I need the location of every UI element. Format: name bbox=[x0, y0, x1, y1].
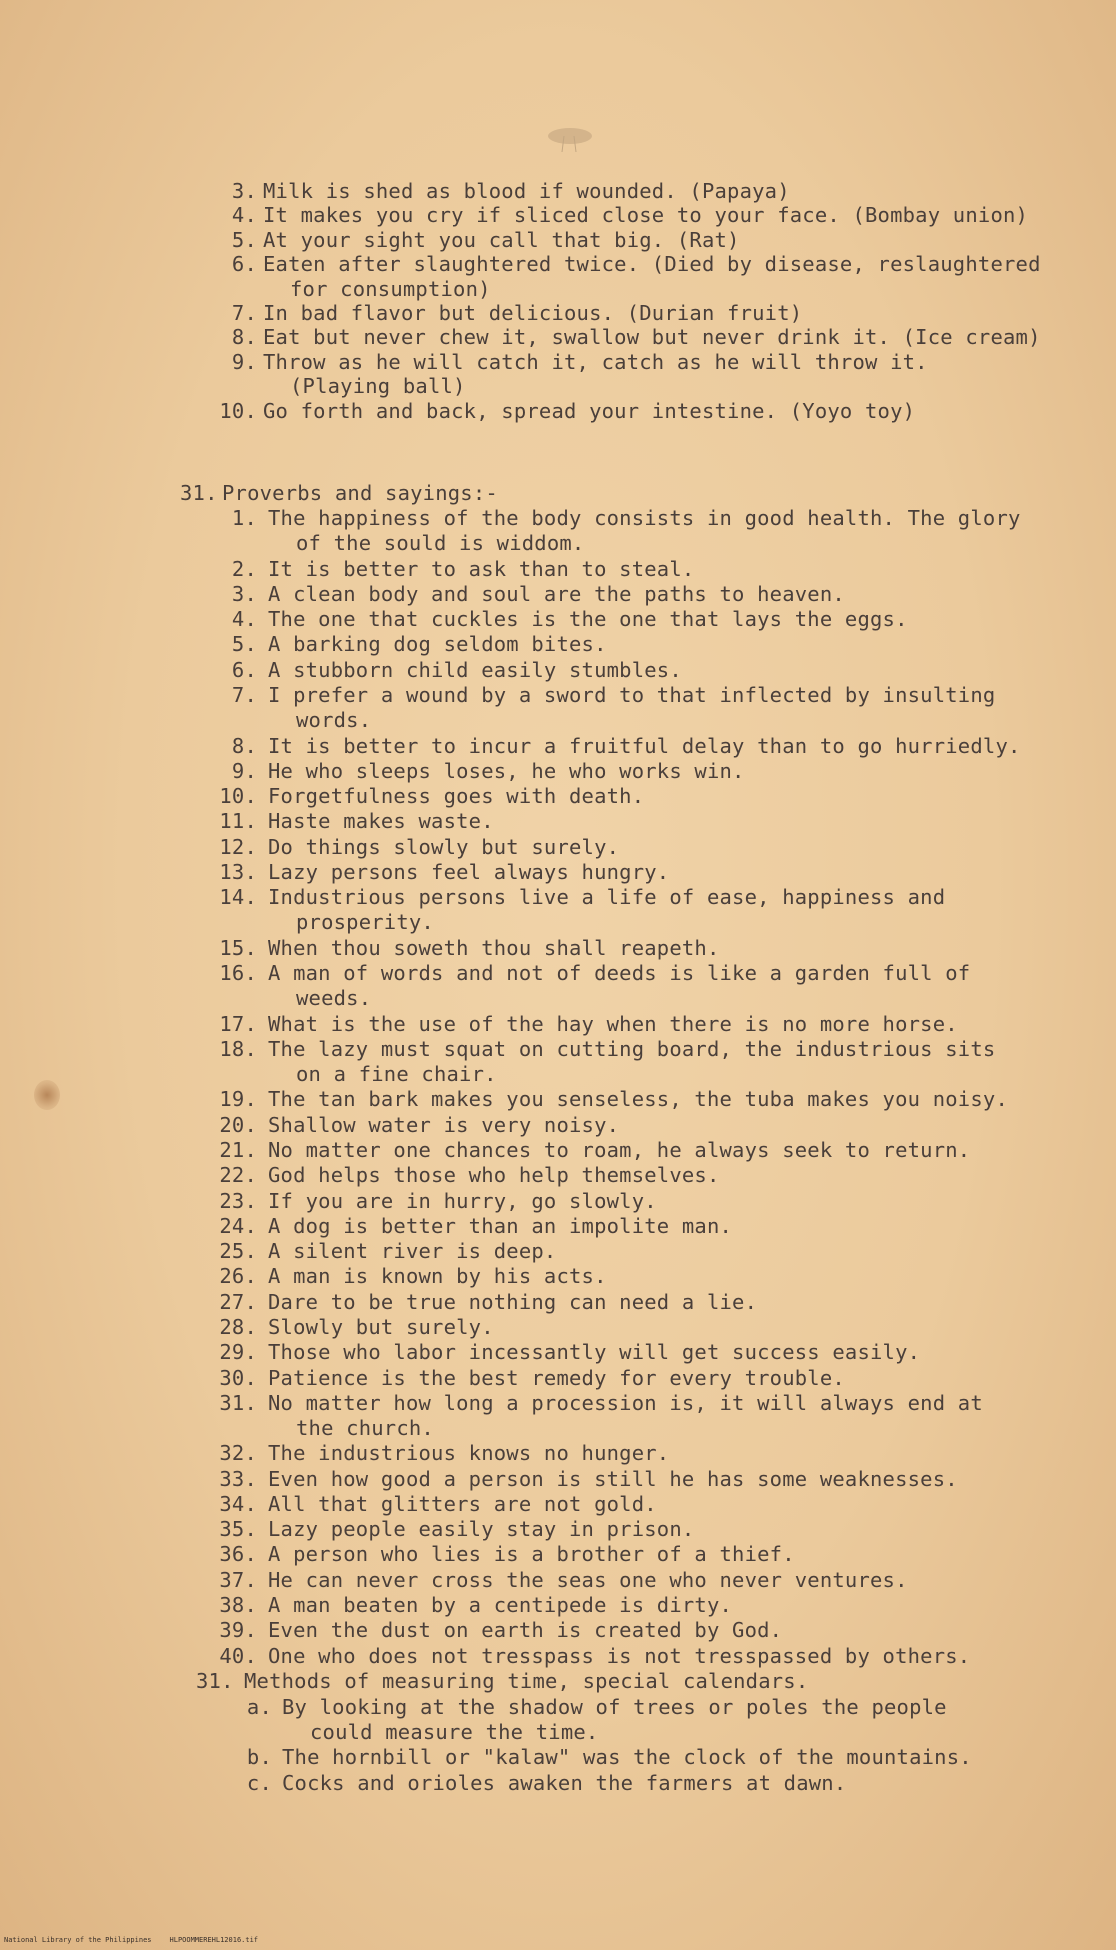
item-text: Haste makes waste. bbox=[268, 809, 494, 834]
item-number: 10. bbox=[219, 398, 257, 423]
item-text: of the sould is widdom. bbox=[296, 531, 585, 556]
item-number: 6. bbox=[231, 252, 257, 277]
item-text: The happiness of the body consists in good health. The glory bbox=[268, 506, 1021, 530]
item-number: 21. bbox=[219, 1138, 257, 1162]
item-text: The industrious knows no hunger. bbox=[268, 1441, 670, 1466]
item-number: a. bbox=[246, 1695, 272, 1719]
item-text: It is better to incur a fruitful delay than to go hurriedly. bbox=[268, 733, 1021, 758]
paper-stain bbox=[34, 1080, 60, 1110]
item-text: Eaten after slaughtered twice. (Died by disease, reslaughtered bbox=[263, 252, 1041, 277]
item-number: 27. bbox=[219, 1289, 257, 1314]
item-number: 31. bbox=[219, 1390, 257, 1415]
scan-footer bbox=[4, 1936, 276, 1944]
item-number: 40. bbox=[219, 1643, 257, 1668]
item-number: 12. bbox=[219, 834, 257, 859]
item-text: No matter how long a procession is, it will always end at bbox=[268, 1390, 983, 1415]
item-text: He can never cross the seas one who never ventures. bbox=[268, 1567, 908, 1592]
item-number: 25. bbox=[219, 1239, 257, 1264]
item-text: One who does not tresspass is not tresspassed by others. bbox=[268, 1643, 971, 1668]
item-text: Patience is the best remedy for every trouble. bbox=[268, 1365, 845, 1390]
item-text: Industrious persons live a life of ease, happiness and bbox=[268, 885, 946, 910]
item-text: words. bbox=[296, 708, 372, 733]
item-text: A person who lies is a brother of a thief. bbox=[268, 1542, 795, 1567]
item-text: The one that cuckles is the one that lays the eggs. bbox=[268, 607, 908, 632]
item-number: 5. bbox=[231, 632, 257, 657]
item-text: The lazy must squat on cutting board, the industrious sits bbox=[268, 1036, 996, 1061]
item-text: Throw as he will catch it, catch as he will throw it. bbox=[263, 349, 928, 374]
item-text: for consumption) bbox=[290, 276, 491, 301]
item-number: 13. bbox=[219, 859, 257, 884]
item-text: Forgetfulness goes with death. bbox=[268, 784, 645, 809]
item-text: on a fine chair. bbox=[296, 1062, 497, 1087]
item-number: 6. bbox=[231, 657, 257, 682]
item-text: A man beaten by a centipede is dirty. bbox=[268, 1593, 733, 1618]
item-text: A barking dog seldom bites. bbox=[268, 632, 607, 657]
item-number: 32. bbox=[219, 1441, 257, 1466]
item-text: It is better to ask than to steal. bbox=[268, 556, 695, 581]
item-text: weeds. bbox=[296, 986, 372, 1011]
item-number: 4. bbox=[231, 203, 257, 228]
item-text: All that glitters are not gold. bbox=[268, 1491, 657, 1516]
item-number: 7. bbox=[231, 682, 257, 707]
item-text: A stubborn child easily stumbles. bbox=[268, 657, 682, 682]
item-text: If you are in hurry, go slowly. bbox=[268, 1188, 657, 1213]
item-number: 28. bbox=[219, 1314, 257, 1339]
item-number: 17. bbox=[219, 1011, 257, 1036]
item-number: 19. bbox=[219, 1087, 257, 1112]
item-number: 11. bbox=[219, 809, 257, 834]
item-number: 18. bbox=[219, 1036, 257, 1061]
footer-library: National Library of the Philippines bbox=[4, 1936, 152, 1944]
item-number: 29. bbox=[219, 1340, 257, 1365]
item-number: c. bbox=[246, 1770, 272, 1795]
item-number: 8. bbox=[231, 325, 257, 350]
item-number: 34. bbox=[219, 1491, 257, 1516]
item-text: A clean body and soul are the paths to heaven. bbox=[268, 581, 845, 606]
item-number: 33. bbox=[219, 1466, 257, 1491]
item-number: 14. bbox=[219, 885, 257, 910]
item-number: 22. bbox=[219, 1163, 257, 1188]
item-number: 4. bbox=[231, 607, 257, 632]
item-number: 1. bbox=[231, 506, 257, 530]
item-number: 20. bbox=[219, 1112, 257, 1137]
item-text: Lazy persons feel always hungry. bbox=[268, 859, 670, 884]
item-number: 38. bbox=[219, 1593, 257, 1618]
item-text: The hornbill or "kalaw" was the clock of the mountains. bbox=[282, 1745, 972, 1770]
item-text: prosperity. bbox=[296, 910, 434, 935]
item-text: God helps those who help themselves. bbox=[268, 1163, 720, 1188]
item-text: At your sight you call that big. (Rat) bbox=[263, 227, 740, 252]
item-text: (Playing ball) bbox=[290, 374, 466, 399]
section-heading: Methods of measuring time, special calendars. bbox=[244, 1669, 809, 1693]
item-text: When thou soweth thou shall reapeth. bbox=[268, 935, 720, 960]
item-text: I prefer a wound by a sword to that inflected by insulting bbox=[268, 682, 996, 707]
item-number: 9. bbox=[231, 349, 257, 374]
item-number: 9. bbox=[231, 758, 257, 783]
item-number: 16. bbox=[219, 961, 257, 986]
item-number: 2. bbox=[231, 556, 257, 581]
item-number: 10. bbox=[219, 784, 257, 809]
item-text: A man is known by his acts. bbox=[268, 1264, 607, 1289]
item-text: Shallow water is very noisy. bbox=[268, 1112, 620, 1137]
item-text: Even how good a person is still he has some weaknesses. bbox=[268, 1466, 958, 1491]
item-text: What is the use of the hay when there is no more horse. bbox=[268, 1011, 958, 1036]
section-number: 31. bbox=[180, 481, 218, 505]
item-text: Slowly but surely. bbox=[268, 1314, 494, 1339]
item-text: It makes you cry if sliced close to your face. (Bombay union) bbox=[263, 203, 1029, 228]
item-text: No matter one chances to roam, he always seek to return. bbox=[268, 1138, 971, 1162]
item-text: He who sleeps loses, he who works win. bbox=[268, 758, 745, 783]
footer-file: HLPOOMMEREHL12016.tif bbox=[169, 1936, 259, 1944]
item-number: 24. bbox=[219, 1213, 257, 1238]
item-number: 30. bbox=[219, 1365, 257, 1390]
item-number: 23. bbox=[219, 1188, 257, 1213]
item-number: 3. bbox=[231, 581, 257, 606]
item-text: In bad flavor but delicious. (Durian fruit) bbox=[263, 301, 803, 325]
item-text: The tan bark makes you senseless, the tuba makes you noisy. bbox=[268, 1087, 1008, 1112]
paper-mark bbox=[540, 122, 600, 158]
section-heading: Proverbs and sayings:- bbox=[222, 481, 498, 505]
item-text: A dog is better than an impolite man. bbox=[268, 1213, 733, 1238]
section-number: 31. bbox=[196, 1669, 234, 1693]
item-text: Even the dust on earth is created by God. bbox=[268, 1618, 783, 1643]
item-text: By looking at the shadow of trees or poles the people bbox=[282, 1695, 947, 1719]
item-text: Milk is shed as blood if wounded. (Papaya) bbox=[263, 179, 790, 203]
item-text: Dare to be true nothing can need a lie. bbox=[268, 1289, 758, 1314]
item-number: 37. bbox=[219, 1567, 257, 1592]
item-text: Cocks and orioles awaken the farmers at dawn. bbox=[282, 1770, 847, 1795]
item-number: 15. bbox=[219, 935, 257, 960]
item-number: 5. bbox=[231, 227, 257, 252]
item-text: Those who labor incessantly will get success easily. bbox=[268, 1340, 921, 1365]
item-number: 39. bbox=[219, 1618, 257, 1643]
item-text: the church. bbox=[296, 1416, 434, 1441]
item-number: 35. bbox=[219, 1517, 257, 1542]
item-number: 36. bbox=[219, 1542, 257, 1567]
item-number: b. bbox=[246, 1745, 272, 1770]
item-number: 7. bbox=[231, 301, 257, 325]
item-number: 26. bbox=[219, 1264, 257, 1289]
item-number: 3. bbox=[231, 179, 257, 203]
item-number: 8. bbox=[231, 733, 257, 758]
item-text: A man of words and not of deeds is like a garden full of bbox=[268, 961, 971, 986]
item-text: could measure the time. bbox=[310, 1720, 599, 1745]
item-text: Eat but never chew it, swallow but never drink it. (Ice cream) bbox=[263, 325, 1041, 350]
item-text: Do things slowly but surely. bbox=[268, 834, 620, 859]
item-text: A silent river is deep. bbox=[268, 1239, 557, 1264]
item-text: Go forth and back, spread your intestine. (Yoyo toy) bbox=[263, 398, 916, 423]
item-text: Lazy people easily stay in prison. bbox=[268, 1517, 695, 1542]
